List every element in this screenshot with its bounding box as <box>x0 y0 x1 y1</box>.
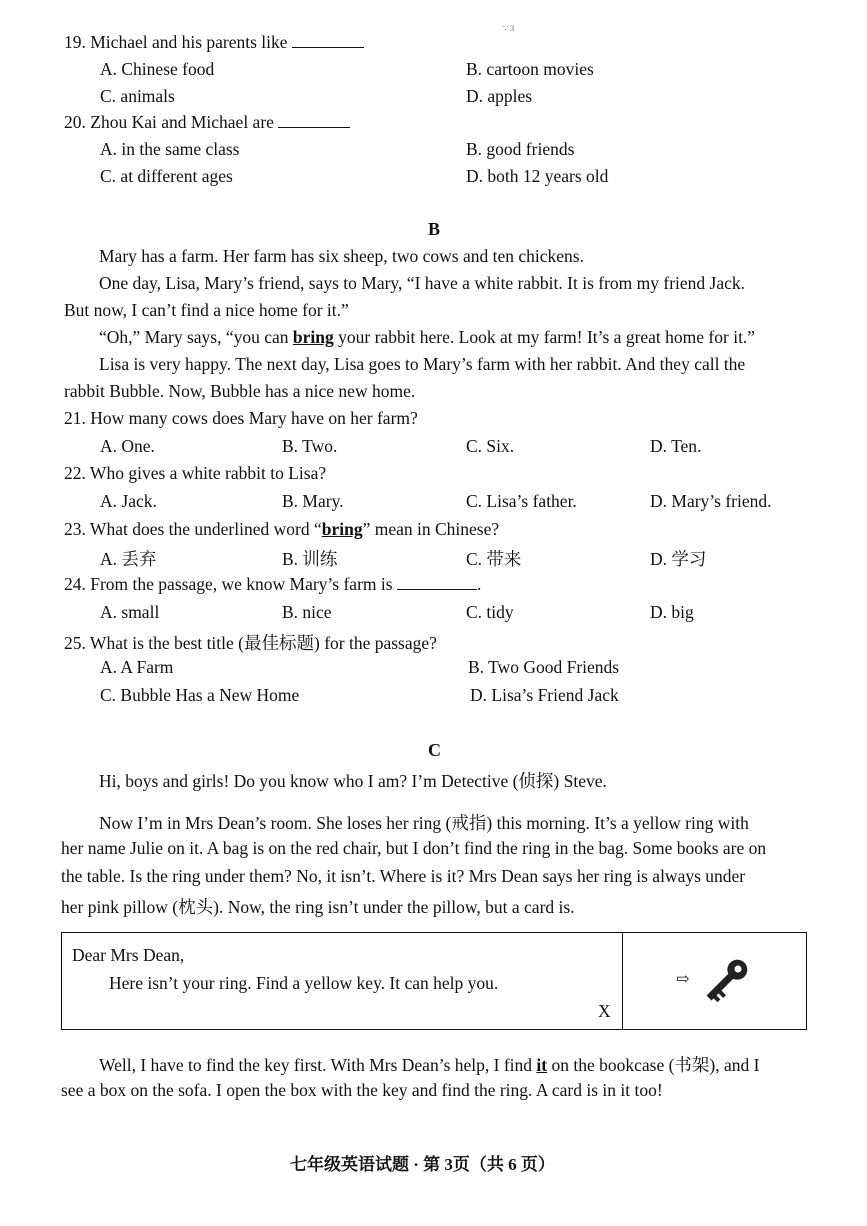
card-body: Here isn’t your ring. Find a yellow key. It can help you. <box>109 973 499 993</box>
q22-option-b: B. Mary. <box>282 491 344 511</box>
q21-option-b: B. Two. <box>282 436 338 456</box>
q25-option-d: D. Lisa’s Friend Jack <box>470 685 619 705</box>
card-greeting: Dear Mrs Dean, <box>72 945 185 965</box>
q19-option-a: A. Chinese food <box>100 59 215 79</box>
question-19-stem: 19. Michael and his parents like <box>64 32 364 53</box>
q22-option-d: D. Mary’s friend. <box>650 491 772 511</box>
q20-option-d: D. both 12 years old <box>466 166 609 186</box>
section-b-paragraph-1: Mary has a farm. Her farm has six sheep, two cows and ten chickens. <box>99 246 584 266</box>
corner-mark: ∵ 3 <box>503 24 515 33</box>
q23-option-c: C. 带来 <box>466 549 522 569</box>
underlined-word-bring: bring <box>292 327 334 347</box>
q25-option-c: C. Bubble Has a New Home <box>100 685 300 705</box>
arrow-icon: ⇨ <box>676 971 690 988</box>
q20-option-c: C. at different ages <box>100 166 233 186</box>
section-b-paragraph-4-line-2: rabbit Bubble. Now, Bubble has a nice new home. <box>64 381 416 401</box>
q25-option-a: A. A Farm <box>100 657 174 677</box>
q20-option-b: B. good friends <box>466 139 575 159</box>
q21-option-a: A. One. <box>100 436 155 456</box>
question-22-stem: 22. Who gives a white rabbit to Lisa? <box>64 463 327 483</box>
section-c-heading: C <box>428 740 441 760</box>
q21-option-c: C. Six. <box>466 436 515 456</box>
section-b-paragraph-2-line-1: One day, Lisa, Mary’s friend, says to Mary, “I have a white rabbit. It is from my friend Jack. <box>99 273 746 293</box>
q22-option-a: A. Jack. <box>100 491 157 511</box>
q19-option-c: C. animals <box>100 86 175 106</box>
section-c-paragraph-2-line-4: her pink pillow (枕头). Now, the ring isn’t under the pillow, but a card is. <box>61 897 575 917</box>
question-23-stem: 23. What does the underlined word “bring” mean in Chinese? <box>64 519 500 539</box>
question-20-stem: 20. Zhou Kai and Michael are <box>64 112 350 133</box>
card-signature: X <box>598 1001 611 1021</box>
card-divider <box>622 933 623 1029</box>
note-card <box>61 932 807 1030</box>
section-b-paragraph-3: “Oh,” Mary says, “you can bring your rabbit here. Look at my farm! It’s a great home for it.” <box>99 327 756 347</box>
q19-option-b: B. cartoon movies <box>466 59 594 79</box>
q23-option-a: A. 丢弃 <box>100 549 157 569</box>
key-icon <box>696 951 756 1016</box>
q21-option-d: D. Ten. <box>650 436 702 456</box>
q20-option-a: A. in the same class <box>100 139 240 159</box>
q24-option-d: D. big <box>650 602 694 622</box>
q23-option-b: B. 训练 <box>282 549 338 569</box>
q22-option-c: C. Lisa’s father. <box>466 491 577 511</box>
q19-option-d: D. apples <box>466 86 533 106</box>
question-25-stem: 25. What is the best title (最佳标题) for the passage? <box>64 633 437 653</box>
q24-option-c: C. tidy <box>466 602 514 622</box>
section-c-paragraph-2-line-1: Now I’m in Mrs Dean’s room. She loses her ring (戒指) this morning. It’s a yellow ring with <box>99 813 749 833</box>
page-footer: 七年级英语试题 · 第 3页（共 6 页） <box>290 1155 555 1174</box>
q23-option-d: D. 学习 <box>650 549 707 569</box>
section-c-paragraph-3-line-2: see a box on the sofa. I open the box with the key and find the ring. A card is in it too! <box>61 1080 663 1100</box>
section-c-paragraph-2-line-2: her name Julie on it. A bag is on the red chair, but I don’t find the ring in the bag. Some books are on <box>61 838 767 858</box>
section-b-paragraph-4-line-1: Lisa is very happy. The next day, Lisa goes to Mary’s farm with her rabbit. And they call the <box>99 354 746 374</box>
question-21-stem: 21. How many cows does Mary have on her farm? <box>64 408 418 428</box>
section-b-heading: B <box>428 219 441 239</box>
q25-option-b: B. Two Good Friends <box>468 657 620 677</box>
section-c-paragraph-2-line-3: the table. Is the ring under them? No, it isn’t. Where is it? Mrs Dean says her ring is always under <box>61 866 746 886</box>
section-b-paragraph-2-line-2: But now, I can’t find a nice home for it.” <box>64 300 349 320</box>
q24-option-b: B. nice <box>282 602 332 622</box>
section-c-paragraph-3-line-1: Well, I have to find the key first. With Mrs Dean’s help, I find it on the bookcase (书架), and I <box>99 1055 760 1075</box>
q24-option-a: A. small <box>100 602 160 622</box>
section-c-paragraph-1: Hi, boys and girls! Do you know who I am? I’m Detective (侦探) Steve. <box>99 771 607 791</box>
question-24-stem: 24. From the passage, we know Mary’s farm is . <box>64 574 482 594</box>
